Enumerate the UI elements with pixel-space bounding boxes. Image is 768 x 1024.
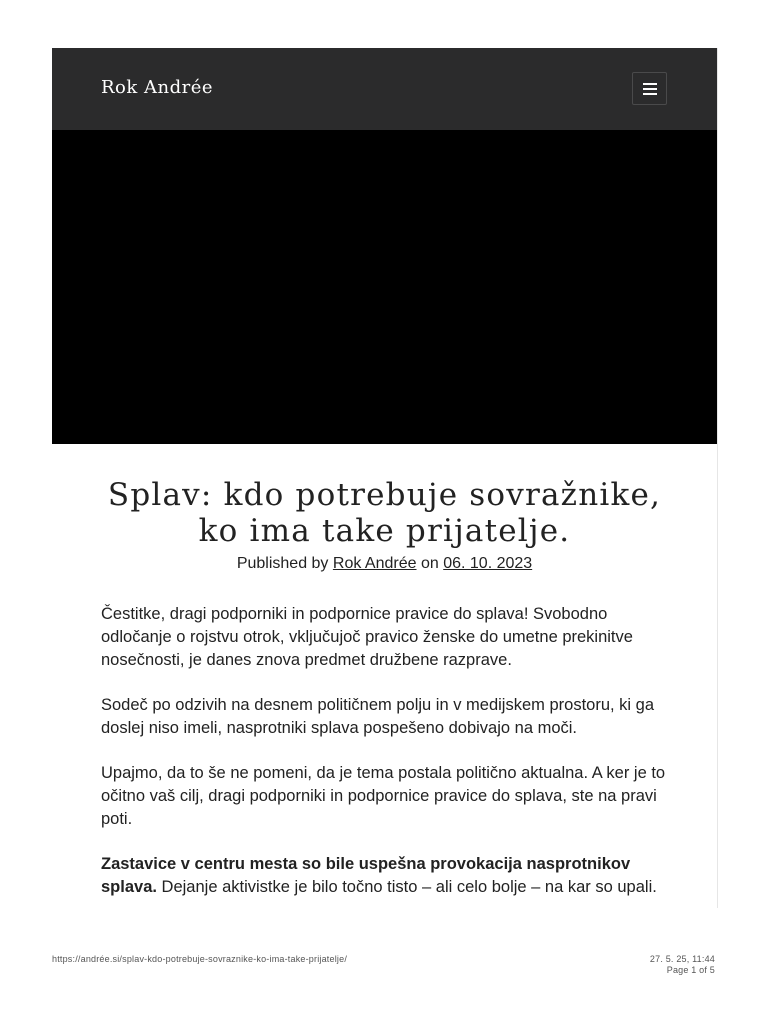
post-content [52,477,717,899]
site-title-link[interactable]: Rok Andrée [101,77,214,98]
paragraph-4-rest: Dejanje aktivistke je bilo točno tisto – ali celo bolje – na kar so upali. [156,878,657,896]
author-link[interactable]: Rok Andrée [332,555,417,572]
hamburger-menu-icon [643,83,657,95]
paragraph-4 [101,853,668,899]
post-meta [101,553,668,575]
paragraph-2: Sodeč po odzivih na desnem političnem polju in v medijskem prostoru, ki ga doslej niso imeli, nasprotniki splava pospešeno dobivajo na moči. [101,696,655,737]
site-header [52,48,717,130]
paragraph-4-bold: Zastavice v centru mesta so bile uspešna provokacija nasprotnikov splava. [101,855,631,896]
paragraph-1: Čestitke, dragi podporniki in podpornice pravice do splava! Svobodno odločanje o rojstvu otrok, vključujoč pravico ženske do umetne prekinitve nosečnosti, je danes znova predmet družbene razprave. [101,605,633,669]
site-container [52,48,718,908]
paragraph-3: Upajmo, da to še ne pomeni, da je tema postala politično aktualna. A ker je to očitno vaš cilj, dragi podporniki in podpornice pravice do splava, ste na pravi poti. [101,764,666,828]
print-footer-info [650,954,715,976]
print-footer-datetime: 27. 5. 25, 11:44 [649,954,715,964]
hero-image [52,130,717,444]
meta-prefix: Published by [236,555,329,572]
post-title: Splav: kdo potrebuje sovražnike, ko ima take prijatelje. [107,477,662,549]
print-footer-page: Page 1 of 5 [666,965,715,975]
post-body [101,603,668,899]
date-link[interactable]: 06. 10. 2023 [443,555,533,572]
menu-toggle-button[interactable] [632,72,667,105]
print-footer-url: https://andrée.si/splav-kdo-potrebuje-sovraznike-ko-ima-take-prijatelje/ [52,954,348,964]
meta-on: on [420,555,439,572]
